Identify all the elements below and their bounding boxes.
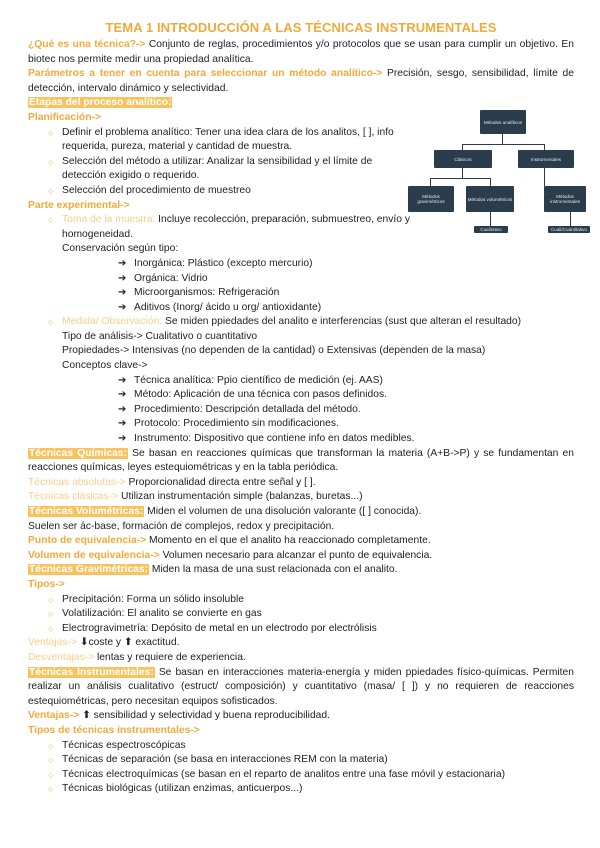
desventajas-text: lentas y requiere de experiencia. bbox=[94, 651, 246, 663]
list-item bbox=[28, 607, 574, 622]
clasicas-text: Utilizan instrumentación simple (balanzas, buretas...) bbox=[118, 491, 363, 503]
list-item-text: Técnicas electroquímicas (se basan en el reparto de analitos entre una fase móvil y estacionaria) bbox=[62, 768, 505, 780]
conservacion-list bbox=[28, 257, 574, 315]
diagram-connector bbox=[462, 144, 544, 145]
diagram-node-volumetric: Métodos volumétricos bbox=[466, 186, 514, 212]
diagram-connector bbox=[430, 178, 431, 186]
vol-equivalencia-text: Volumen necesario para alcanzar el punto de equivalencia. bbox=[159, 549, 433, 561]
ventajas-line bbox=[28, 636, 574, 651]
list-item bbox=[28, 739, 574, 754]
list-item bbox=[28, 593, 574, 608]
list-item bbox=[28, 257, 574, 272]
desventajas-line bbox=[28, 651, 574, 666]
list-item-text: Microorganismos: Refrigeración bbox=[134, 287, 280, 299]
quimicas-paragraph bbox=[28, 447, 574, 476]
bullet-icon: ○ bbox=[48, 215, 54, 226]
list-item-text: Técnicas espectroscópicas bbox=[62, 739, 186, 751]
arrow-icon: ➔ bbox=[118, 257, 127, 269]
quimicas-text: Se basan en reacciones químicas que transforman la materia (A+B->P) y se fundamentan en reacciones químicas, leyes estequiométricas y en la tabla periódica. bbox=[28, 447, 574, 474]
question-text: Conjunto de reglas, procedimientos y/o protocolos que se usan para cumplir un objetivo. En biotec nos permite medir una propiedad analítica. bbox=[28, 39, 574, 65]
list-item bbox=[28, 768, 574, 783]
inst-tipos-list bbox=[28, 739, 574, 797]
arrow-icon: ➔ bbox=[118, 403, 127, 415]
list-item bbox=[28, 301, 574, 316]
instrumentales-text: Se basan en interacciones materia-energía y miden ppiedades físico-químicas. Permiten realizar un análisis cualitativo (estruct/ composición) y cuantitativo (masa/ [ ]) y no requieren de reacciones estequiométricas, pero necesitan equipos sofisticados. bbox=[28, 666, 574, 707]
list-item-text: Procedimiento: Descripción detallada del método. bbox=[134, 403, 361, 415]
inst-ventajas-label: Ventajas-> bbox=[28, 710, 80, 722]
medida-label: Medida/ Observación: bbox=[62, 316, 163, 328]
gravimetricas-label: Técnicas Gravimétricas: bbox=[29, 564, 149, 576]
list-item bbox=[28, 388, 574, 403]
list-item bbox=[28, 417, 574, 432]
bullet-icon: ○ bbox=[48, 623, 54, 634]
tipo-analisis: Tipo de análisis-> Cualitativo o cuantitativo bbox=[62, 330, 258, 342]
bullet-icon: ○ bbox=[48, 769, 54, 780]
arrow-icon: ➔ bbox=[118, 389, 127, 401]
etapas-heading: Etapas del proceso analítico: bbox=[29, 97, 172, 109]
planificacion-list bbox=[28, 126, 414, 199]
equivalencia-label: Punto de equivalencia-> bbox=[28, 535, 147, 547]
list-item bbox=[28, 126, 414, 155]
arrow-icon: ➔ bbox=[118, 433, 127, 445]
tipos-label: Tipos-> bbox=[28, 578, 65, 590]
conservacion-heading: Conservación según tipo: bbox=[62, 243, 179, 255]
list-item bbox=[28, 782, 574, 797]
list-item-text: Protocolo: Procedimiento sin modificaciones. bbox=[134, 418, 339, 430]
intro-what-is-technique bbox=[28, 38, 574, 67]
arrow-icon: ➔ bbox=[118, 272, 127, 284]
arrow-icon: ➔ bbox=[118, 301, 127, 313]
list-item-text: Técnicas de separación (se basa en interacciones REM con la materia) bbox=[62, 754, 388, 766]
volumetricas-label: Técnicas Volumétricas: bbox=[29, 506, 144, 517]
volumetricas-line-2: Suelen ser ác-base, formación de complejos, redox y precipitación. bbox=[28, 520, 335, 532]
absolutas-line bbox=[28, 476, 574, 491]
gravimetricas-line bbox=[28, 563, 574, 578]
medida-list bbox=[28, 315, 574, 330]
conceptos-heading: Conceptos clave-> bbox=[62, 360, 148, 372]
instrumentales-label: Técnicas Instrumentales: bbox=[29, 666, 154, 678]
list-item-text: Volatilización: El analito se convierte en gas bbox=[62, 608, 262, 620]
bullet-icon: ○ bbox=[48, 784, 54, 795]
vol-equivalencia-label: Volumen de equivalencia-> bbox=[28, 549, 160, 561]
list-item bbox=[28, 403, 574, 418]
clasicas-label: Técnicas clásicas-> bbox=[28, 491, 119, 503]
bullet-icon: ○ bbox=[48, 127, 54, 138]
list-item bbox=[28, 286, 574, 301]
gravimetricas-text: Miden la masa de una sust relacionada con el analito. bbox=[149, 564, 398, 576]
diagram-node-quantitative: Cuali/Cuantitativo bbox=[548, 226, 590, 233]
quimicas-label: Técnicas Químicas: bbox=[29, 447, 127, 459]
bullet-icon: ○ bbox=[48, 740, 54, 751]
diagram-node-instrumental-methods: Métodos instrumentales bbox=[544, 186, 586, 212]
list-item bbox=[28, 374, 574, 389]
list-item bbox=[28, 155, 414, 184]
list-item-text: Selección del procedimiento de muestreo bbox=[62, 184, 251, 196]
list-item bbox=[28, 184, 414, 199]
conceptos-list bbox=[28, 374, 574, 447]
diagram-connector bbox=[544, 168, 545, 186]
diagram-connector bbox=[570, 212, 571, 226]
bullet-icon: ○ bbox=[48, 755, 54, 766]
list-item-text: Instrumento: Dispositivo que contiene info en datos medibles. bbox=[134, 433, 415, 445]
clasicas-line bbox=[28, 490, 574, 505]
diagram-connector bbox=[462, 168, 463, 178]
list-item-text: Técnicas biológicas (utilizan enzimas, anticuerpos...) bbox=[62, 783, 303, 795]
list-item-text: Orgánica: Vidrio bbox=[134, 272, 208, 284]
list-item-text: Electrogravimetría: Depósito de metal en un electrodo por electrólisis bbox=[62, 622, 377, 634]
diagram-connector bbox=[490, 212, 491, 226]
list-item-text: Precipitación: Forma un sólido insoluble bbox=[62, 593, 245, 605]
planificacion-label: Planificación-> bbox=[28, 111, 101, 123]
parameters-text: Precisión, sesgo, sensibilidad, límite de detección, intervalo dinámico y selectividad. bbox=[28, 68, 574, 94]
absolutas-text: Proporcionalidad directa entre señal y [ ]. bbox=[125, 476, 316, 488]
equivalencia-text: Momento en el que el analito ha reaccionado completamente. bbox=[146, 535, 431, 547]
equivalencia-line bbox=[28, 534, 574, 549]
diagram-node-classical: Clásicos bbox=[434, 150, 492, 168]
volumetricas-line bbox=[28, 505, 574, 520]
list-item-text: Inorgánica: Plástico (excepto mercurio) bbox=[134, 257, 313, 269]
arrow-icon: ➔ bbox=[118, 418, 127, 430]
arrow-icon: ➔ bbox=[118, 374, 127, 386]
list-item bbox=[28, 753, 574, 768]
toma-text: Incluye recolección, preparación, submuestreo, envío y homogeneidad. bbox=[62, 214, 410, 240]
list-item bbox=[28, 432, 574, 447]
list-item-text: Selección del método a utilizar: Analizar la sensibilidad y el límite de detección exigido o requerido. bbox=[62, 155, 373, 182]
intro-parameters bbox=[28, 67, 574, 96]
methods-diagram bbox=[406, 106, 586, 238]
diagram-connector bbox=[502, 134, 503, 144]
bullet-icon: ○ bbox=[48, 185, 54, 196]
propiedades: Propiedades-> Intensivas (no dependen de la cantidad) o Extensivas (dependen de la masa) bbox=[62, 345, 486, 357]
diagram-node-qualitative: Cualitativo bbox=[474, 226, 508, 233]
medida-text: Se miden ppiedades del analito e interferencias (sust que alteran el resultado) bbox=[162, 316, 522, 328]
ventajas-label: Ventajas-> bbox=[28, 637, 77, 649]
diagram-connector bbox=[430, 178, 490, 179]
list-item-text: Aditivos (Inorg/ ácido u org/ antioxidante) bbox=[134, 301, 322, 313]
list-item-text: Técnica analítica: Ppio científico de medición (ej. AAS) bbox=[134, 374, 383, 386]
bullet-icon: ○ bbox=[48, 609, 54, 620]
bullet-icon: ○ bbox=[48, 156, 54, 167]
inst-ventajas-line bbox=[28, 709, 574, 724]
diagram-connector bbox=[490, 178, 491, 186]
question-label: ¿Qué es una técnica?-> bbox=[28, 39, 146, 50]
instrumentales-paragraph bbox=[28, 666, 574, 710]
list-item bbox=[28, 213, 448, 242]
arrow-icon: ➔ bbox=[118, 287, 127, 299]
list-item bbox=[28, 315, 574, 330]
inst-tipos-label: Tipos de técnicas instrumentales-> bbox=[28, 724, 200, 736]
diagram-node-instrumental: Instrumentales bbox=[518, 150, 574, 168]
ventajas-text: ⬇coste y ⬆ exactitud. bbox=[76, 637, 180, 649]
list-item-text: Método: Aplicación de una técnica con pasos definidos. bbox=[134, 389, 388, 401]
experimental-label: Parte experimental-> bbox=[28, 199, 130, 211]
bullet-icon: ○ bbox=[48, 594, 54, 605]
list-item bbox=[28, 272, 574, 287]
list-item-text: Definir el problema analítico: Tener una idea clara de los analitos, [ ], info requerida, pureza, material y cantidad de muestra. bbox=[62, 126, 394, 153]
bullet-icon: ○ bbox=[48, 317, 54, 328]
absolutas-label: Técnicas absolutas-> bbox=[28, 476, 126, 488]
desventajas-label: Desventajas-> bbox=[28, 651, 95, 663]
toma-label: Toma de la muestra: bbox=[62, 214, 156, 226]
diagram-node-root: Métodos analíticos bbox=[480, 110, 526, 134]
tipos-list bbox=[28, 593, 574, 637]
list-item bbox=[28, 622, 574, 637]
page-title: TEMA 1 INTRODUCCIÓN A LAS TÉCNICAS INSTRUMENTALES bbox=[105, 20, 497, 35]
vol-equivalencia-line bbox=[28, 549, 574, 564]
volumetricas-text: Miden el volumen de una disolución valorante ([ ] conocida). bbox=[144, 506, 422, 517]
inst-ventajas-text: ⬆ sensibilidad y selectividad y buena reproducibilidad. bbox=[79, 710, 330, 722]
diagram-node-gravimetric: Métodos gravimétricos bbox=[408, 186, 454, 212]
parameters-label: Parámetros a tener en cuenta para seleccionar un método analítico-> bbox=[28, 68, 383, 80]
